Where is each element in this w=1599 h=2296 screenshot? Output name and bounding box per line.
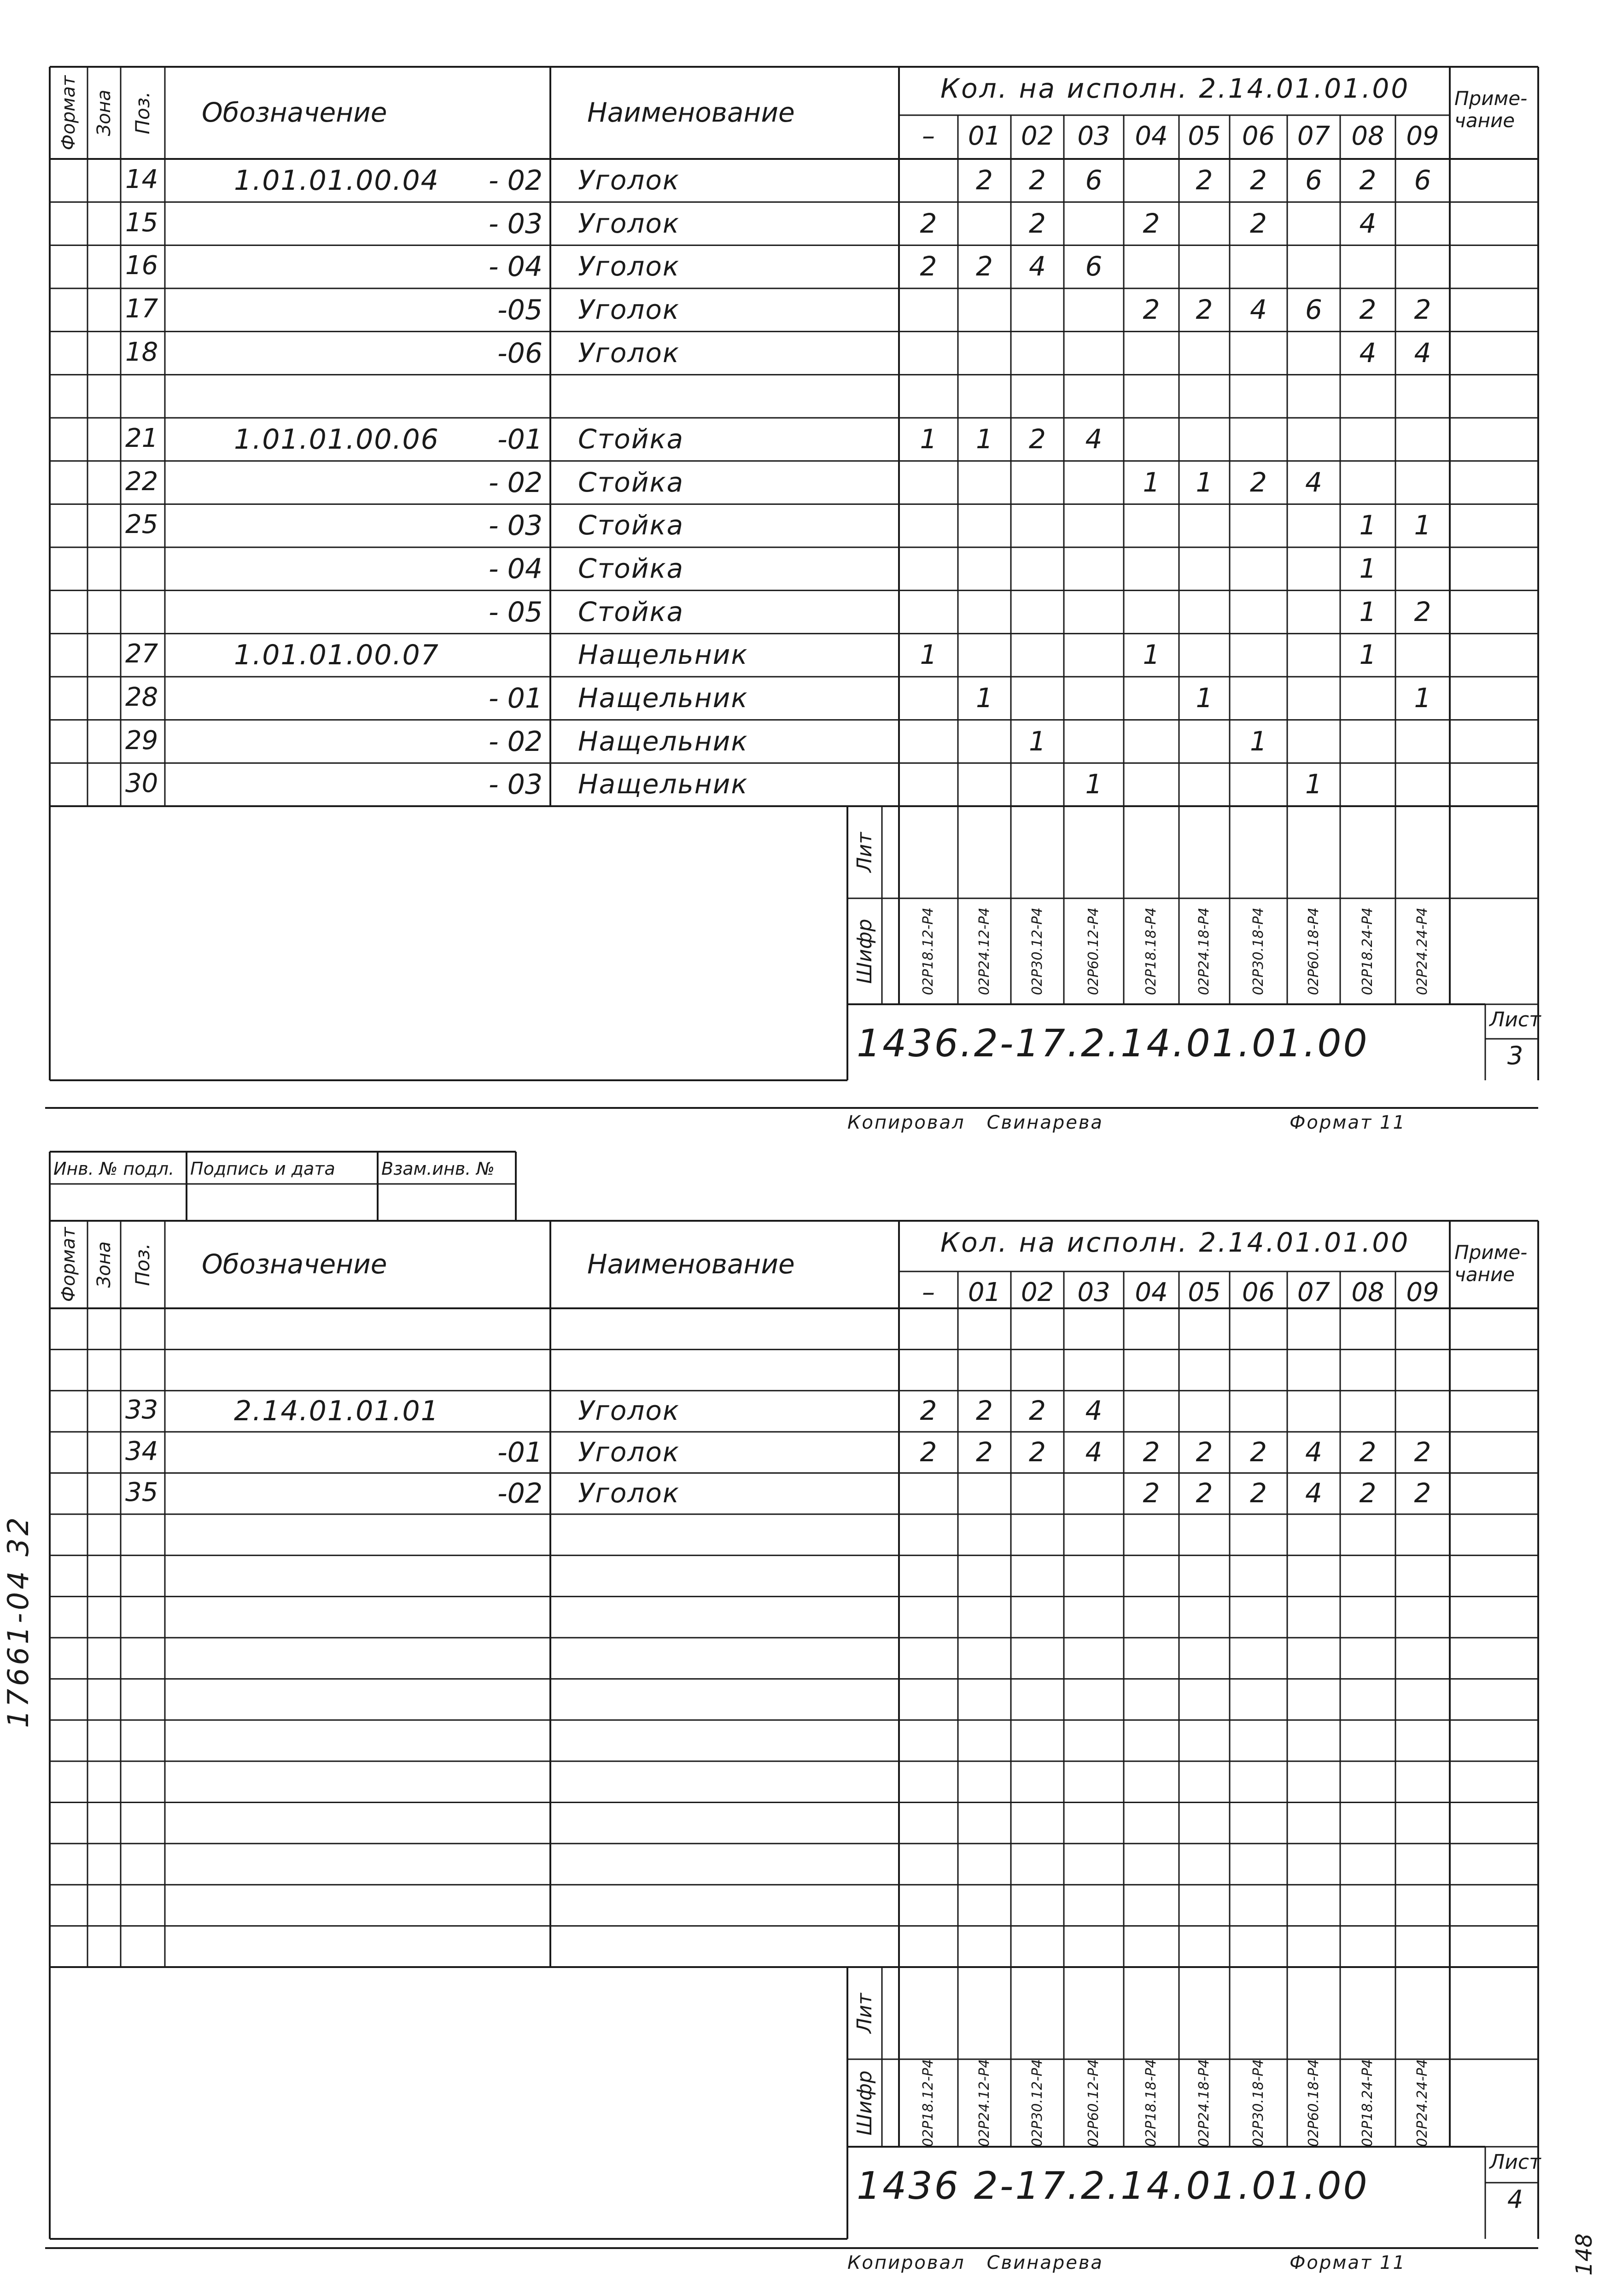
- row-qty: 6: [1305, 164, 1322, 196]
- corner-note: 148: [1571, 2233, 1597, 2276]
- row-qty: 1: [1196, 682, 1213, 714]
- row-qty: 1: [920, 423, 937, 455]
- variant-col-6: 06: [1242, 1277, 1275, 1307]
- row-qty: 6: [1085, 164, 1103, 196]
- row-name: Уголок: [578, 337, 680, 369]
- row-qty: 4: [1085, 1436, 1103, 1468]
- row-qty: 2: [1250, 207, 1267, 239]
- variant-col-2: 02: [1021, 1277, 1054, 1307]
- variant-col-8: 08: [1351, 121, 1384, 151]
- margin-note: 17661-04 32: [1, 1514, 35, 1728]
- row-qty: 2: [1359, 1477, 1377, 1509]
- row-qty: 4: [1359, 337, 1377, 369]
- row-name: Нащельник: [578, 725, 748, 757]
- stamp-sign: Подпись и дата: [190, 1159, 335, 1179]
- row-name: Стойка: [578, 423, 684, 455]
- row-pos: 35: [125, 1477, 158, 1508]
- sheet-label: Лист: [1489, 1008, 1541, 1031]
- cipher-value: 02Р30.18-Р4: [1250, 907, 1266, 996]
- row-qty: 2: [976, 164, 993, 196]
- row-qty: 2: [920, 207, 937, 239]
- row-name: Уголок: [578, 1477, 680, 1509]
- row-qty: 2: [1029, 207, 1046, 239]
- row-qty: 2: [1414, 596, 1431, 627]
- row-qty: 2: [1143, 207, 1160, 239]
- header-name: Наименование: [587, 1248, 795, 1280]
- row-name: Уголок: [578, 251, 680, 282]
- row-name: Нащельник: [578, 639, 748, 671]
- header-zone: Зона: [93, 89, 115, 136]
- row-qty: 2: [1143, 1436, 1160, 1468]
- row-designation-suffix: - 05: [488, 596, 543, 628]
- row-designation: 1.01.01.00.07: [234, 639, 439, 672]
- cipher-value: 02Р24.18-Р4: [1196, 2059, 1212, 2147]
- row-qty: 1: [1143, 639, 1160, 671]
- cipher-value: 02Р18.12-Р4: [920, 2059, 936, 2147]
- variant-col-7: 07: [1297, 1277, 1331, 1307]
- row-name: Нащельник: [578, 768, 748, 800]
- row-qty: 2: [1143, 1477, 1160, 1509]
- row-designation-suffix: -02: [497, 1477, 543, 1510]
- row-name: Стойка: [578, 466, 684, 498]
- row-qty: 2: [1359, 164, 1377, 196]
- copied-by: Копировал Свинарева: [847, 2252, 1103, 2273]
- row-pos: 27: [125, 639, 158, 669]
- header-note: Приме- чание: [1454, 1241, 1528, 1286]
- row-pos: 29: [125, 725, 158, 756]
- header-format: Формат: [58, 1227, 79, 1302]
- header-note: Приме- чание: [1454, 87, 1528, 132]
- row-qty: 1: [1250, 725, 1267, 757]
- doc-number: 1436.2-17.2.14.01.01.00: [857, 1022, 1369, 1066]
- row-qty: 2: [1196, 1436, 1213, 1468]
- row-pos: 22: [125, 466, 158, 497]
- format-note: Формат 11: [1290, 1112, 1406, 1133]
- cipher-value: 02Р60.12-Р4: [1085, 907, 1102, 996]
- row-qty: 1: [976, 682, 993, 714]
- header-qty: Кол. на исполн. 2.14.01.01.00: [940, 73, 1410, 104]
- row-qty: 2: [1414, 293, 1431, 325]
- row-designation: 2.14.01.01.01: [234, 1395, 439, 1428]
- stamp-inv: Инв. № подл.: [53, 1159, 175, 1179]
- row-qty: 4: [1359, 207, 1377, 239]
- row-pos: 18: [125, 337, 158, 367]
- row-qty: 2: [1196, 1477, 1213, 1509]
- header-zone: Зона: [93, 1241, 115, 1288]
- row-qty: 2: [920, 1436, 937, 1468]
- cipher-value: 02Р30.18-Р4: [1250, 2059, 1266, 2147]
- row-qty: 2: [1250, 1477, 1267, 1509]
- row-qty: 6: [1414, 164, 1431, 196]
- row-qty: 2: [976, 1436, 993, 1468]
- row-designation: 1.01.01.00.06: [234, 423, 439, 456]
- row-pos: 17: [125, 293, 158, 324]
- row-pos: 25: [125, 510, 158, 540]
- row-designation-suffix: - 02: [488, 725, 543, 758]
- row-qty: 1: [1414, 682, 1431, 714]
- header-name: Наименование: [587, 97, 795, 128]
- cipher-value: 02Р18.12-Р4: [920, 907, 936, 996]
- row-name: Уголок: [578, 293, 680, 325]
- row-qty: 1: [976, 423, 993, 455]
- variant-col-1: 01: [968, 1277, 1001, 1307]
- row-qty: 1: [1359, 596, 1377, 627]
- variant-col-4: 04: [1135, 121, 1168, 151]
- row-designation: 1.01.01.00.04: [234, 164, 439, 197]
- header-format: Формат: [58, 75, 79, 151]
- row-qty: 4: [1305, 466, 1322, 498]
- sheet-label: Лист: [1489, 2150, 1541, 2174]
- variant-col-9: 09: [1406, 1277, 1439, 1307]
- row-qty: 2: [1029, 423, 1046, 455]
- row-qty: 2: [1143, 293, 1160, 325]
- row-qty: 1: [1143, 466, 1160, 498]
- row-qty: 2: [976, 251, 993, 282]
- lit-label: Лит: [853, 832, 876, 873]
- cipher-value: 02Р18.18-Р4: [1143, 2059, 1159, 2147]
- row-qty: 2: [1196, 293, 1213, 325]
- row-designation-suffix: - 04: [488, 552, 543, 585]
- row-designation-suffix: -01: [497, 1436, 543, 1469]
- row-qty: 4: [1414, 337, 1431, 369]
- row-qty: 1: [1305, 768, 1322, 800]
- row-name: Уголок: [578, 1436, 680, 1468]
- cipher-value: 02Р18.24-Р4: [1360, 2059, 1376, 2147]
- row-pos: 16: [125, 251, 158, 281]
- row-qty: 2: [1414, 1436, 1431, 1468]
- row-pos: 34: [125, 1436, 158, 1466]
- row-qty: 1: [1029, 725, 1046, 757]
- row-designation-suffix: - 03: [488, 207, 543, 240]
- row-designation-suffix: -05: [497, 293, 543, 326]
- row-qty: 2: [976, 1395, 993, 1427]
- row-pos: 21: [125, 423, 158, 453]
- cipher-label: Шифр: [853, 919, 876, 984]
- variant-col-5: 05: [1188, 121, 1221, 151]
- cipher-value: 02Р24.12-Р4: [976, 2059, 992, 2147]
- row-qty: 4: [1029, 251, 1046, 282]
- variant-col-8: 08: [1351, 1277, 1384, 1307]
- variant-col-7: 07: [1297, 121, 1331, 151]
- row-qty: 1: [1359, 552, 1377, 584]
- row-pos: 33: [125, 1395, 158, 1425]
- cipher-value: 02Р24.24-Р4: [1414, 907, 1430, 996]
- row-qty: 2: [920, 1395, 937, 1427]
- variant-col-0: –: [922, 121, 935, 151]
- row-qty: 4: [1305, 1477, 1322, 1509]
- row-qty: 2: [920, 251, 937, 282]
- row-designation-suffix: - 04: [488, 251, 543, 283]
- row-qty: 1: [1196, 466, 1213, 498]
- row-qty: 2: [1029, 164, 1046, 196]
- cipher-value: 02Р24.24-Р4: [1414, 2059, 1430, 2147]
- row-qty: 6: [1085, 251, 1103, 282]
- row-pos: 15: [125, 207, 158, 238]
- variant-col-2: 02: [1021, 121, 1054, 151]
- variant-col-5: 05: [1188, 1277, 1221, 1307]
- row-qty: 4: [1085, 1395, 1103, 1427]
- variant-col-9: 09: [1406, 121, 1439, 151]
- cipher-value: 02Р18.24-Р4: [1360, 907, 1376, 996]
- stamp-repl: Взам.инв. №: [381, 1159, 495, 1179]
- row-pos: 30: [125, 768, 158, 799]
- row-qty: 2: [1029, 1436, 1046, 1468]
- row-name: Нащельник: [578, 682, 748, 714]
- cipher-value: 02Р24.18-Р4: [1196, 907, 1212, 996]
- cipher-value: 02Р24.12-Р4: [976, 907, 992, 996]
- row-qty: 2: [1250, 164, 1267, 196]
- cipher-value: 02Р60.18-Р4: [1305, 907, 1322, 996]
- cipher-label: Шифр: [853, 2070, 876, 2136]
- header-designation: Обозначение: [202, 97, 387, 128]
- row-qty: 1: [1414, 510, 1431, 541]
- row-qty: 4: [1085, 423, 1103, 455]
- row-name: Стойка: [578, 510, 684, 541]
- row-qty: 1: [920, 639, 937, 671]
- row-designation-suffix: -06: [497, 337, 543, 369]
- variant-col-4: 04: [1135, 1277, 1168, 1307]
- row-designation-suffix: - 03: [488, 510, 543, 542]
- row-qty: 2: [1250, 466, 1267, 498]
- row-qty: 2: [1029, 1395, 1046, 1427]
- cipher-value: 02Р60.18-Р4: [1305, 2059, 1322, 2147]
- header-qty: Кол. на исполн. 2.14.01.01.00: [940, 1227, 1410, 1258]
- header-pos: Поз.: [131, 1243, 154, 1286]
- row-designation-suffix: - 02: [488, 164, 543, 197]
- copied-by: Копировал Свинарева: [847, 1112, 1103, 1133]
- cipher-value: 02Р30.12-Р4: [1029, 2059, 1045, 2147]
- row-qty: 1: [1359, 639, 1377, 671]
- row-name: Уголок: [578, 164, 680, 196]
- row-name: Стойка: [578, 552, 684, 584]
- row-designation-suffix: - 01: [488, 682, 543, 715]
- variant-col-3: 03: [1077, 1277, 1110, 1307]
- row-qty: 4: [1305, 1436, 1322, 1468]
- row-designation-suffix: -01: [497, 423, 543, 456]
- row-designation-suffix: - 02: [488, 466, 543, 499]
- cipher-value: 02Р60.12-Р4: [1085, 2059, 1102, 2147]
- header-designation: Обозначение: [202, 1248, 387, 1280]
- row-qty: 2: [1414, 1477, 1431, 1509]
- sheet-number: 4: [1507, 2185, 1523, 2214]
- header-pos: Поз.: [131, 91, 154, 135]
- row-pos: 28: [125, 682, 158, 712]
- row-qty: 2: [1359, 1436, 1377, 1468]
- row-qty: 6: [1305, 293, 1322, 325]
- row-name: Стойка: [578, 596, 684, 627]
- lit-label: Лит: [853, 1993, 876, 2033]
- row-designation-suffix: - 03: [488, 768, 543, 801]
- row-qty: 2: [1196, 164, 1213, 196]
- row-name: Уголок: [578, 207, 680, 239]
- row-qty: 1: [1085, 768, 1103, 800]
- row-pos: 14: [125, 164, 158, 194]
- row-qty: 1: [1359, 510, 1377, 541]
- doc-number: 1436 2-17.2.14.01.01.00: [857, 2164, 1369, 2208]
- variant-col-0: –: [922, 1277, 935, 1307]
- cipher-value: 02Р18.18-Р4: [1143, 907, 1159, 996]
- sheet-number: 3: [1507, 1041, 1523, 1070]
- row-qty: 2: [1359, 293, 1377, 325]
- row-qty: 2: [1250, 1436, 1267, 1468]
- variant-col-6: 06: [1242, 121, 1275, 151]
- row-name: Уголок: [578, 1395, 680, 1427]
- format-note: Формат 11: [1290, 2252, 1406, 2273]
- row-qty: 4: [1250, 293, 1267, 325]
- variant-col-3: 03: [1077, 121, 1110, 151]
- cipher-value: 02Р30.12-Р4: [1029, 907, 1045, 996]
- variant-col-1: 01: [968, 121, 1001, 151]
